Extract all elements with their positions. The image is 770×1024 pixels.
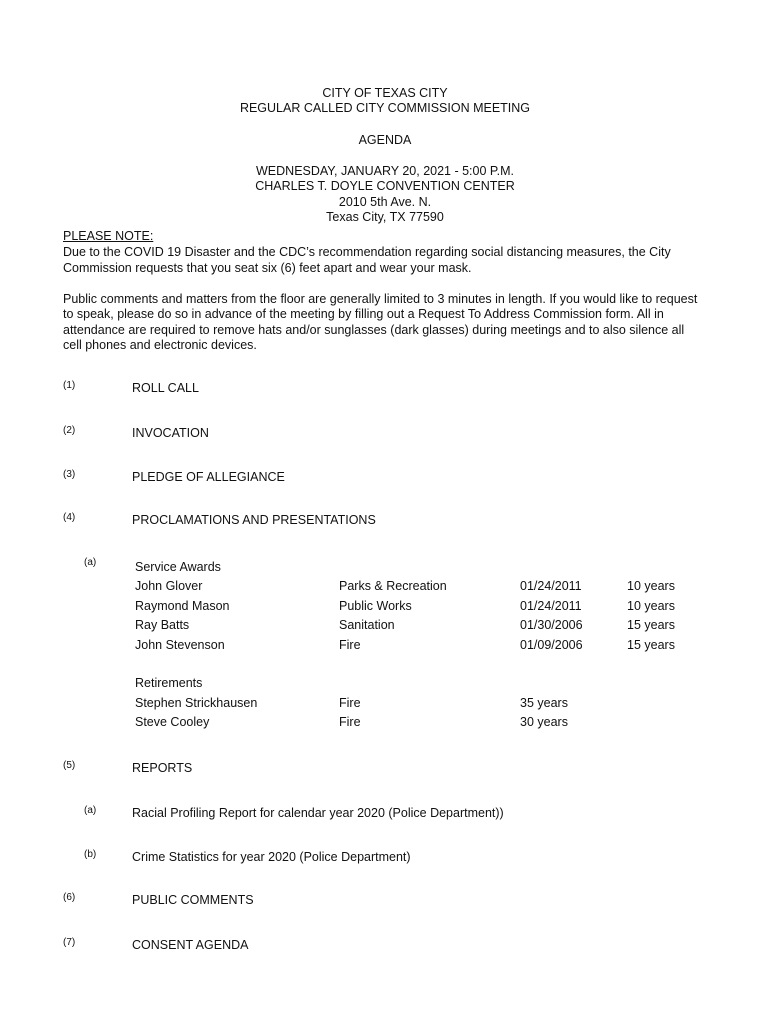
item-roll-call: ROLL CALL	[132, 381, 199, 395]
item-number: (3)	[63, 469, 76, 480]
retiree-name: Steve Cooley	[135, 715, 210, 729]
item-invocation: INVOCATION	[132, 426, 209, 440]
item-number: (7)	[63, 937, 76, 948]
item-number: (5)	[63, 760, 76, 771]
award-date: 01/30/2006	[520, 618, 583, 632]
city-title: CITY OF TEXAS CITY	[322, 86, 448, 100]
meeting-venue: CHARLES T. DOYLE CONVENTION CENTER	[255, 179, 515, 193]
award-name: John Stevenson	[135, 638, 225, 652]
retiree-years: 30 years	[520, 715, 568, 729]
award-name: Raymond Mason	[135, 599, 230, 613]
award-name: John Glover	[135, 579, 203, 593]
subitem-number: (a)	[84, 805, 97, 816]
retiree-years: 35 years	[520, 696, 568, 710]
retiree-dept: Fire	[339, 715, 361, 729]
item-number: (2)	[63, 425, 76, 436]
award-name: Ray Batts	[135, 618, 190, 632]
item-number: (1)	[63, 380, 76, 391]
item-public-comments: PUBLIC COMMENTS	[132, 893, 254, 907]
award-years: 15 years	[627, 618, 675, 632]
item-number: (4)	[63, 512, 76, 523]
item-number: (6)	[63, 892, 76, 903]
subitem-number: (a)	[84, 557, 97, 568]
award-dept: Public Works	[339, 599, 412, 613]
meeting-title: REGULAR CALLED CITY COMMISSION MEETING	[239, 101, 531, 115]
subitem-number: (b)	[84, 849, 97, 860]
retirements-heading: Retirements	[135, 676, 203, 690]
award-dept: Parks & Recreation	[339, 579, 447, 593]
award-years: 10 years	[627, 599, 675, 613]
venue-city: Texas City, TX 77590	[326, 210, 444, 224]
item-consent-agenda: CONSENT AGENDA	[132, 938, 249, 952]
report-racial-profiling: Racial Profiling Report for calendar year 2020 (Police Department))	[132, 806, 504, 820]
award-years: 10 years	[627, 579, 675, 593]
venue-street: 2010 5th Ave. N.	[338, 195, 432, 209]
item-proclamations: PROCLAMATIONS AND PRESENTATIONS	[132, 513, 376, 527]
award-dept: Sanitation	[339, 618, 395, 632]
public-comment-note-line: cell phones and electronic devices.	[63, 338, 257, 352]
retiree-dept: Fire	[339, 696, 361, 710]
public-comment-note-line: attendance are required to remove hats and/or sunglasses (dark glasses) during meetings and to also silence all	[63, 323, 685, 337]
report-crime-statistics: Crime Statistics for year 2020 (Police Department)	[132, 850, 411, 864]
note-heading: PLEASE NOTE:	[63, 229, 154, 243]
meeting-date: WEDNESDAY, JANUARY 20, 2021 - 5:00 P.M.	[256, 164, 514, 178]
service-awards-heading: Service Awards	[135, 560, 221, 574]
covid-note-line: Commission requests that you seat six (6) feet apart and wear your mask.	[63, 261, 472, 275]
retiree-name: Stephen Strickhausen	[135, 696, 258, 710]
covid-note-line: Due to the COVID 19 Disaster and the CDC’s recommendation regarding social distancing measures, the City	[63, 245, 671, 259]
award-date: 01/24/2011	[520, 599, 582, 613]
award-years: 15 years	[627, 638, 675, 652]
item-pledge: PLEDGE OF ALLEGIANCE	[132, 470, 285, 484]
item-reports: REPORTS	[132, 761, 193, 775]
public-comment-note-line: Public comments and matters from the floor are generally limited to 3 minutes in length. If you would like to request	[63, 292, 698, 306]
award-date: 01/24/2011	[520, 579, 582, 593]
public-comment-note-line: to speak, please do so in advance of the meeting by filling out a Request To Address Commission form. All in	[63, 307, 664, 321]
agenda-title: AGENDA	[358, 133, 412, 147]
award-dept: Fire	[339, 638, 361, 652]
award-date: 01/09/2006	[520, 638, 583, 652]
